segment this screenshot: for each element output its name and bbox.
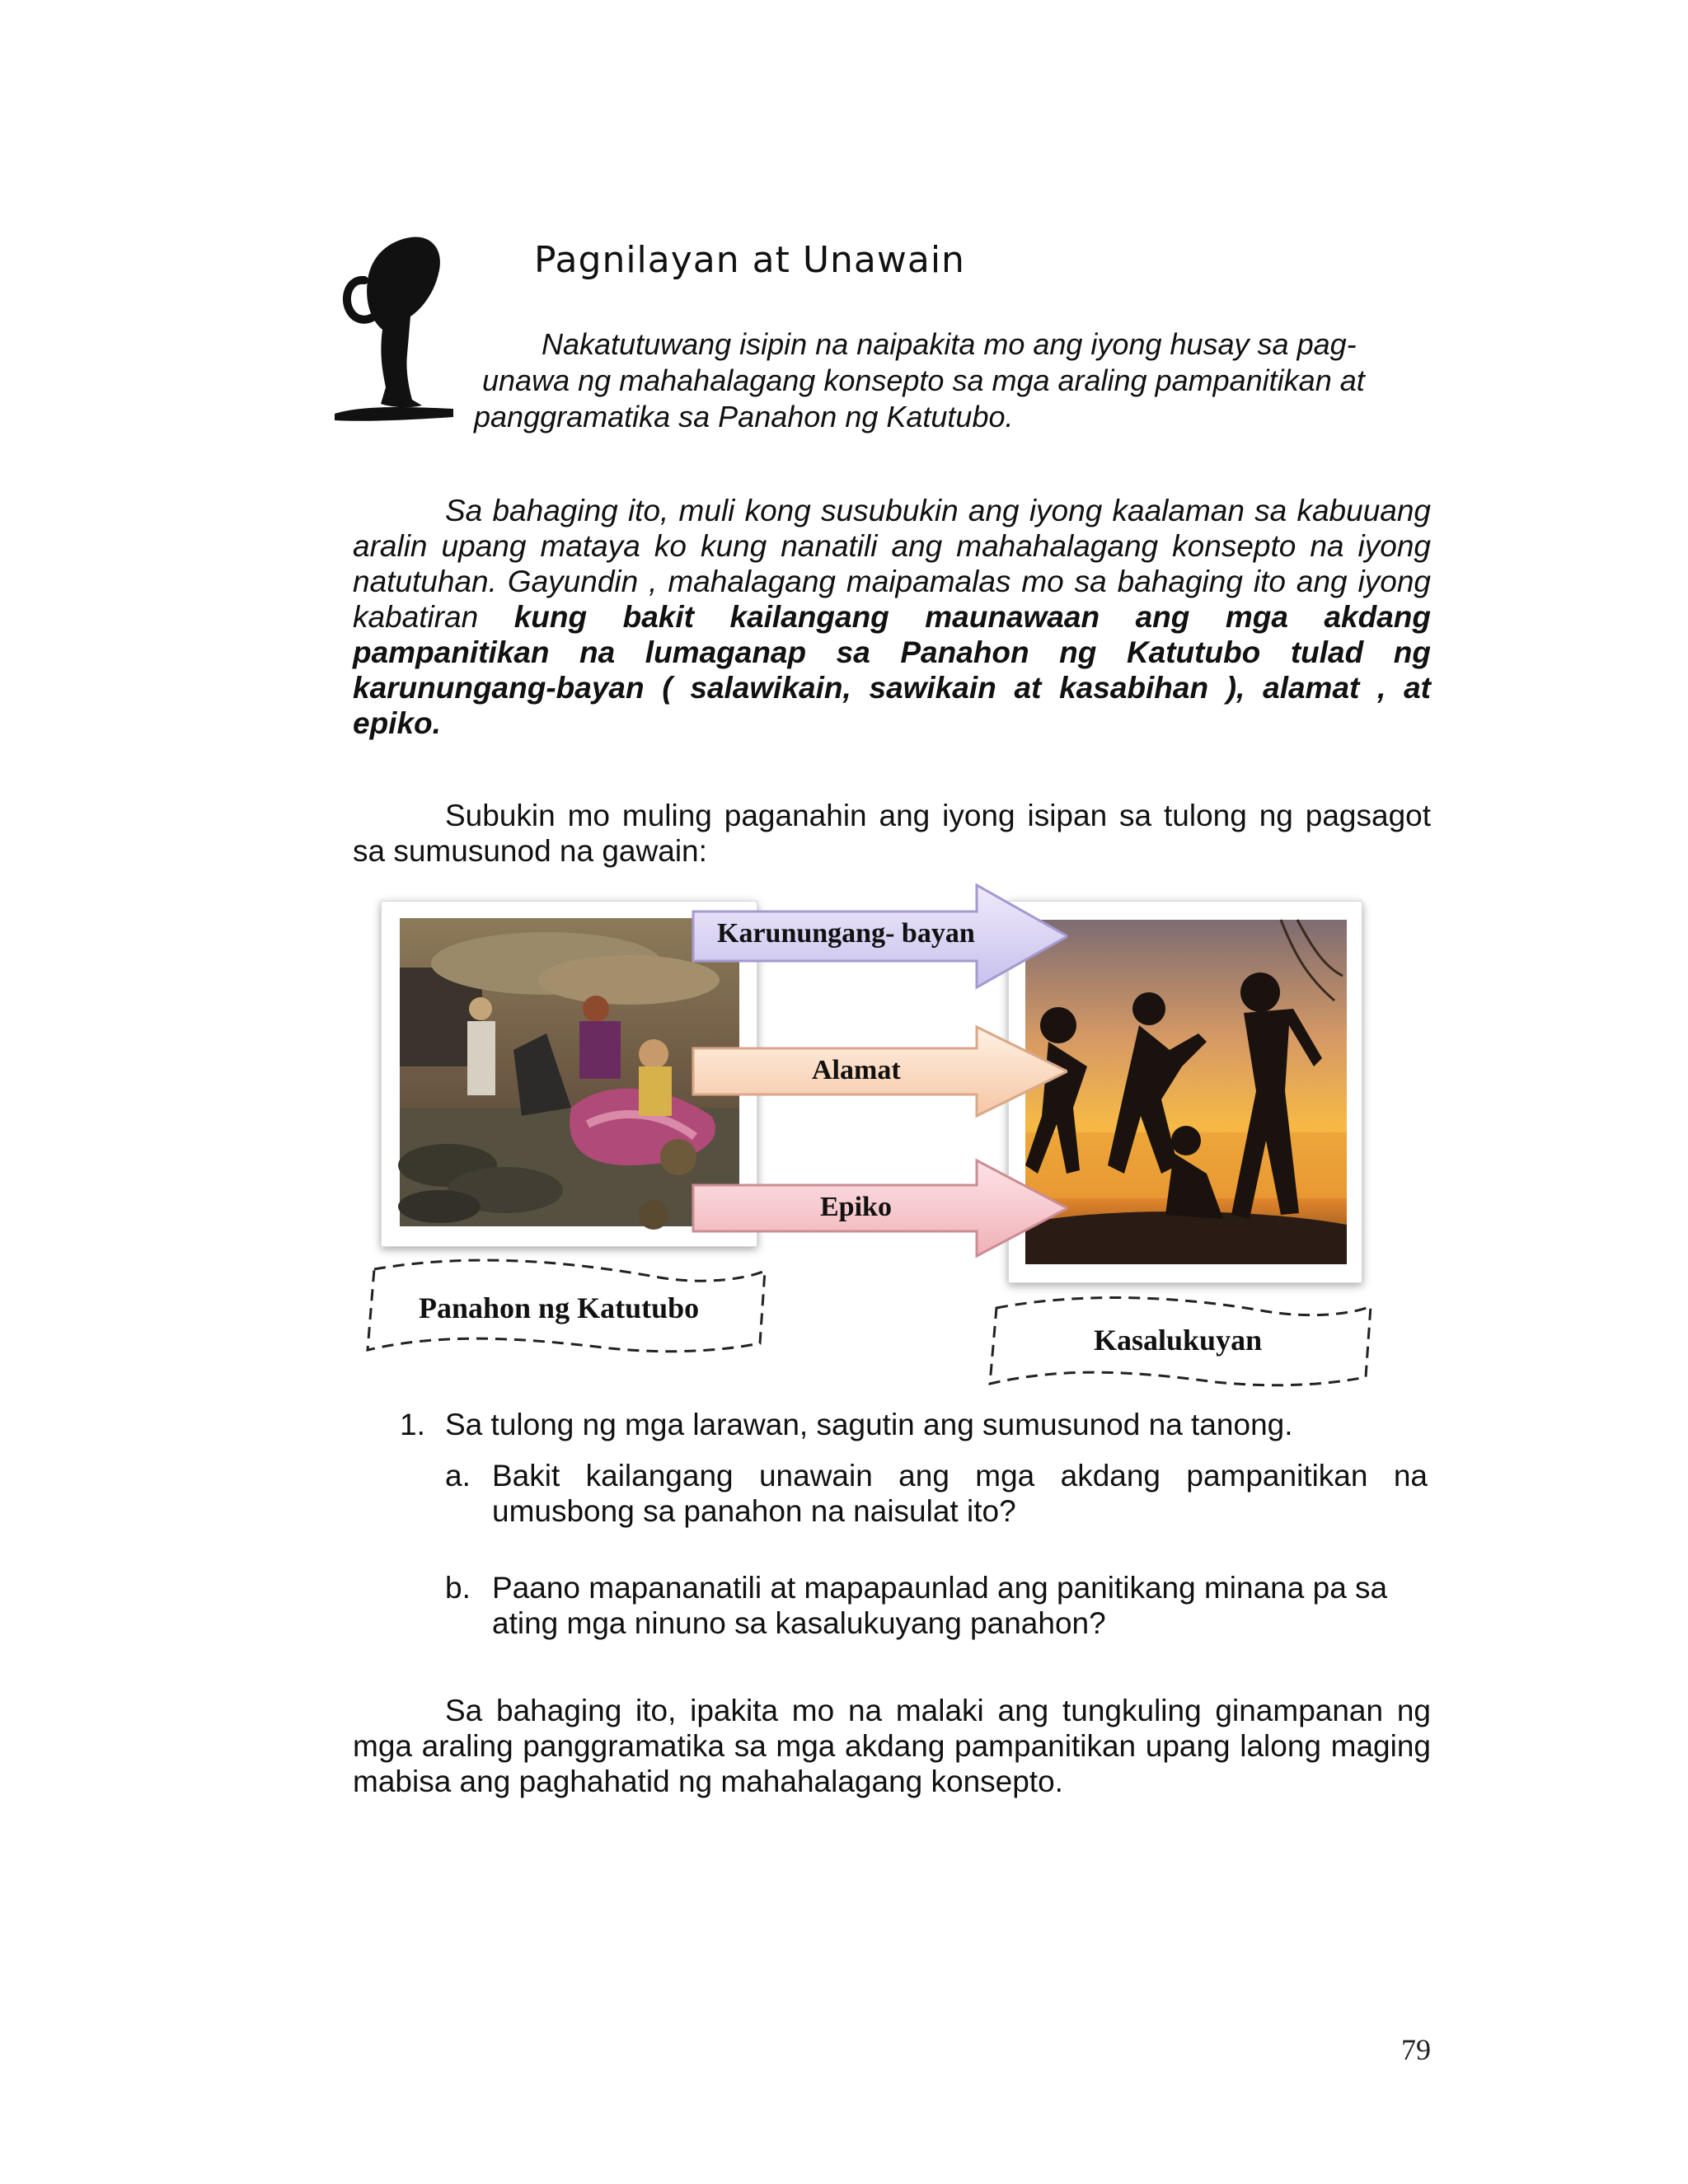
paragraph-emphasis: kung bakit kailangang maunawaan ang mga akdang pampanitikan na lumaganap sa Panahon ng Katutubo tulad ng karunungang-bayan ( salawikain, sawikain at kasabihan ), alamat , at epiko.	[353, 600, 1431, 740]
page-number: 79	[1401, 2033, 1431, 2066]
arrow-label: Karunungang- bayan	[717, 918, 975, 949]
intro-line: Nakatutuwang isipin na naipakita mo ang iyong husay sa pag-	[542, 327, 1357, 361]
caption-panahon-ng-katutubo: Panahon ng Katutubo	[419, 1291, 700, 1324]
arrow-label: Epiko	[820, 1192, 892, 1222]
thinking-figure-icon	[331, 231, 455, 429]
arrow-label: Alamat	[812, 1055, 901, 1085]
list-item: Paano mapananatili at mapapaunlad ang panitikang minana pa sa ating mga ninuno sa kasalukuyang panahon?	[492, 1571, 1388, 1640]
list-number: 1.	[400, 1408, 425, 1441]
intro-line: panggramatika sa Panahon ng Katutubo.	[474, 400, 1014, 434]
paragraph-text: Sa bahaging ito, muli kong susubukin ang iyong kaalaman sa kabuuang aralin upang mataya ko kung nanatili ang mahahalagang konsepto na iyong natutuhan. Gayundin , mahalagang maipamalas mo sa bahaging ito ang iyong kabatiran	[353, 494, 1431, 634]
intro-line: unawa ng mahahalagang konsepto sa mga araling pampanitikan at	[482, 363, 1365, 397]
intro-paragraph	[474, 326, 1414, 435]
list-item: Bakit kailangang unawain ang mga akdang pampanitikan na umusbong sa panahon na naisulat ito?	[492, 1459, 1428, 1528]
paragraph-text: Subukin mo muling paganahin ang iyong isipan sa tulong ng pagsagot sa sumusunod na gawain:	[353, 799, 1431, 868]
paragraph-objective	[353, 493, 1431, 741]
section-title: Pagnilayan at Unawain	[534, 239, 965, 281]
list-item: Sa tulong ng mga larawan, sagutin ang sumusunod na tanong.	[445, 1408, 1293, 1441]
paragraph-closing	[353, 1693, 1431, 1799]
paragraph-instruction	[353, 798, 1431, 869]
list-label: a.	[445, 1459, 471, 1493]
caption-kasalukuyan: Kasalukuyan	[1094, 1324, 1263, 1357]
list-label: b.	[445, 1571, 471, 1605]
paragraph-text: Sa bahaging ito, ipakita mo na malaki ang tungkuling ginampanan ng mga araling panggramatika sa mga akdang pampanitikan upang lalong maging mabisa ang paghahatid ng mahahalagang konsepto.	[353, 1694, 1431, 1798]
